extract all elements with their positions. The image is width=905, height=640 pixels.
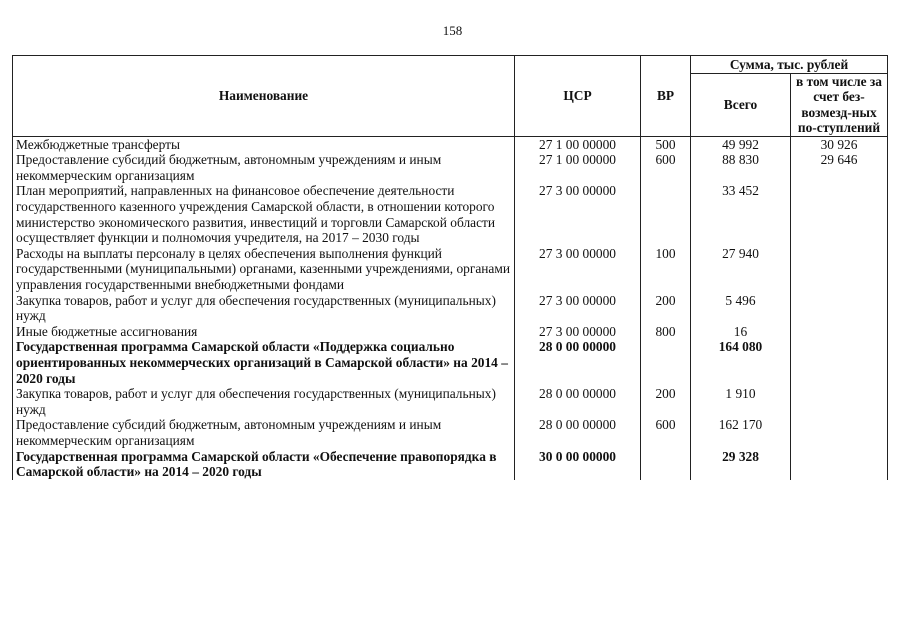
cell-csr: 27 3 00 00000: [515, 183, 641, 245]
cell-vr: 200: [641, 386, 691, 417]
budget-table: [12, 55, 888, 480]
cell-csr: 27 1 00 00000: [515, 152, 641, 183]
cell-free: 29 646: [791, 152, 888, 183]
cell-total: 16: [691, 324, 791, 340]
cell-csr: 28 0 00 00000: [515, 386, 641, 417]
cell-csr: 30 0 00 00000: [515, 449, 641, 480]
cell-csr: 27 3 00 00000: [515, 293, 641, 324]
table-row: [13, 246, 888, 293]
cell-vr: [641, 183, 691, 245]
cell-vr: [641, 449, 691, 480]
cell-name: Предоставление субсидий бюджетным, автономным учреждениям и иным некоммерческим организациям: [13, 152, 515, 183]
table-header: [13, 56, 888, 137]
cell-vr: [641, 339, 691, 386]
cell-vr: 800: [641, 324, 691, 340]
table-row: [13, 386, 888, 417]
cell-name: План мероприятий, направленных на финансовое обеспечение деятельности государственного казенного учреждения Самарской области, в отношении которого министерство экономического развития, инвестиций и торговли Самарской области осуществляет функции и полномочия учредителя, на 2017 – 2030 годы: [13, 183, 515, 245]
page-number: 158: [442, 23, 463, 38]
cell-name: Предоставление субсидий бюджетным, автономным учреждениям и иным некоммерческим организациям: [13, 417, 515, 448]
cell-free: [791, 417, 888, 448]
cell-name: Расходы на выплаты персоналу в целях обеспечения выполнения функций государственными (муниципальными) органами, казенными учреждениями, органами управления государственными внебюджетными фондами: [13, 246, 515, 293]
table-row: [13, 293, 888, 324]
cell-free: 30 926: [791, 136, 888, 152]
cell-name: Государственная программа Самарской области «Обеспечение правопорядка в Самарской области» на 2014 – 2020 годы: [13, 449, 515, 480]
cell-total: 164 080: [691, 339, 791, 386]
cell-total: 1 910: [691, 386, 791, 417]
cell-free: [791, 449, 888, 480]
table-row: [13, 339, 888, 386]
cell-total: 27 940: [691, 246, 791, 293]
cell-csr: 27 1 00 00000: [515, 136, 641, 152]
cell-name: Закупка товаров, работ и услуг для обеспечения государственных (муниципальных) нужд: [13, 386, 515, 417]
cell-vr: 100: [641, 246, 691, 293]
table-row: [13, 449, 888, 480]
table-row: [13, 183, 888, 245]
cell-csr: 28 0 00 00000: [515, 417, 641, 448]
cell-vr: 200: [641, 293, 691, 324]
cell-vr: 600: [641, 417, 691, 448]
cell-name: Иные бюджетные ассигнования: [13, 324, 515, 340]
cell-total: 88 830: [691, 152, 791, 183]
header-sum: Сумма, тыс. рублей: [691, 56, 888, 74]
cell-free: [791, 339, 888, 386]
cell-total: 49 992: [691, 136, 791, 152]
header-csr: ЦСР: [515, 56, 641, 137]
cell-total: 162 170: [691, 417, 791, 448]
cell-total: 5 496: [691, 293, 791, 324]
table-row: [13, 417, 888, 448]
cell-csr: 27 3 00 00000: [515, 324, 641, 340]
table-row: [13, 152, 888, 183]
cell-total: 33 452: [691, 183, 791, 245]
cell-free: [791, 183, 888, 245]
cell-free: [791, 246, 888, 293]
header-free: в том числе за счет без-возмезд-ных по-ступлений: [791, 74, 888, 137]
cell-name: Межбюджетные трансферты: [13, 136, 515, 152]
cell-name: Государственная программа Самарской области «Поддержка социально ориентированных некоммерческих организаций в Самарской области» на 2014 – 2020 годы: [13, 339, 515, 386]
table-row: [13, 324, 888, 340]
cell-free: [791, 293, 888, 324]
cell-name: Закупка товаров, работ и услуг для обеспечения государственных (муниципальных) нужд: [13, 293, 515, 324]
table-body: [13, 136, 888, 480]
cell-free: [791, 386, 888, 417]
cell-csr: 27 3 00 00000: [515, 246, 641, 293]
cell-free: [791, 324, 888, 340]
cell-csr: 28 0 00 00000: [515, 339, 641, 386]
header-name: Наименование: [13, 56, 515, 137]
header-total: Всего: [691, 74, 791, 137]
cell-vr: 600: [641, 152, 691, 183]
table-row: [13, 136, 888, 152]
cell-total: 29 328: [691, 449, 791, 480]
header-vr: ВР: [641, 56, 691, 137]
cell-vr: 500: [641, 136, 691, 152]
